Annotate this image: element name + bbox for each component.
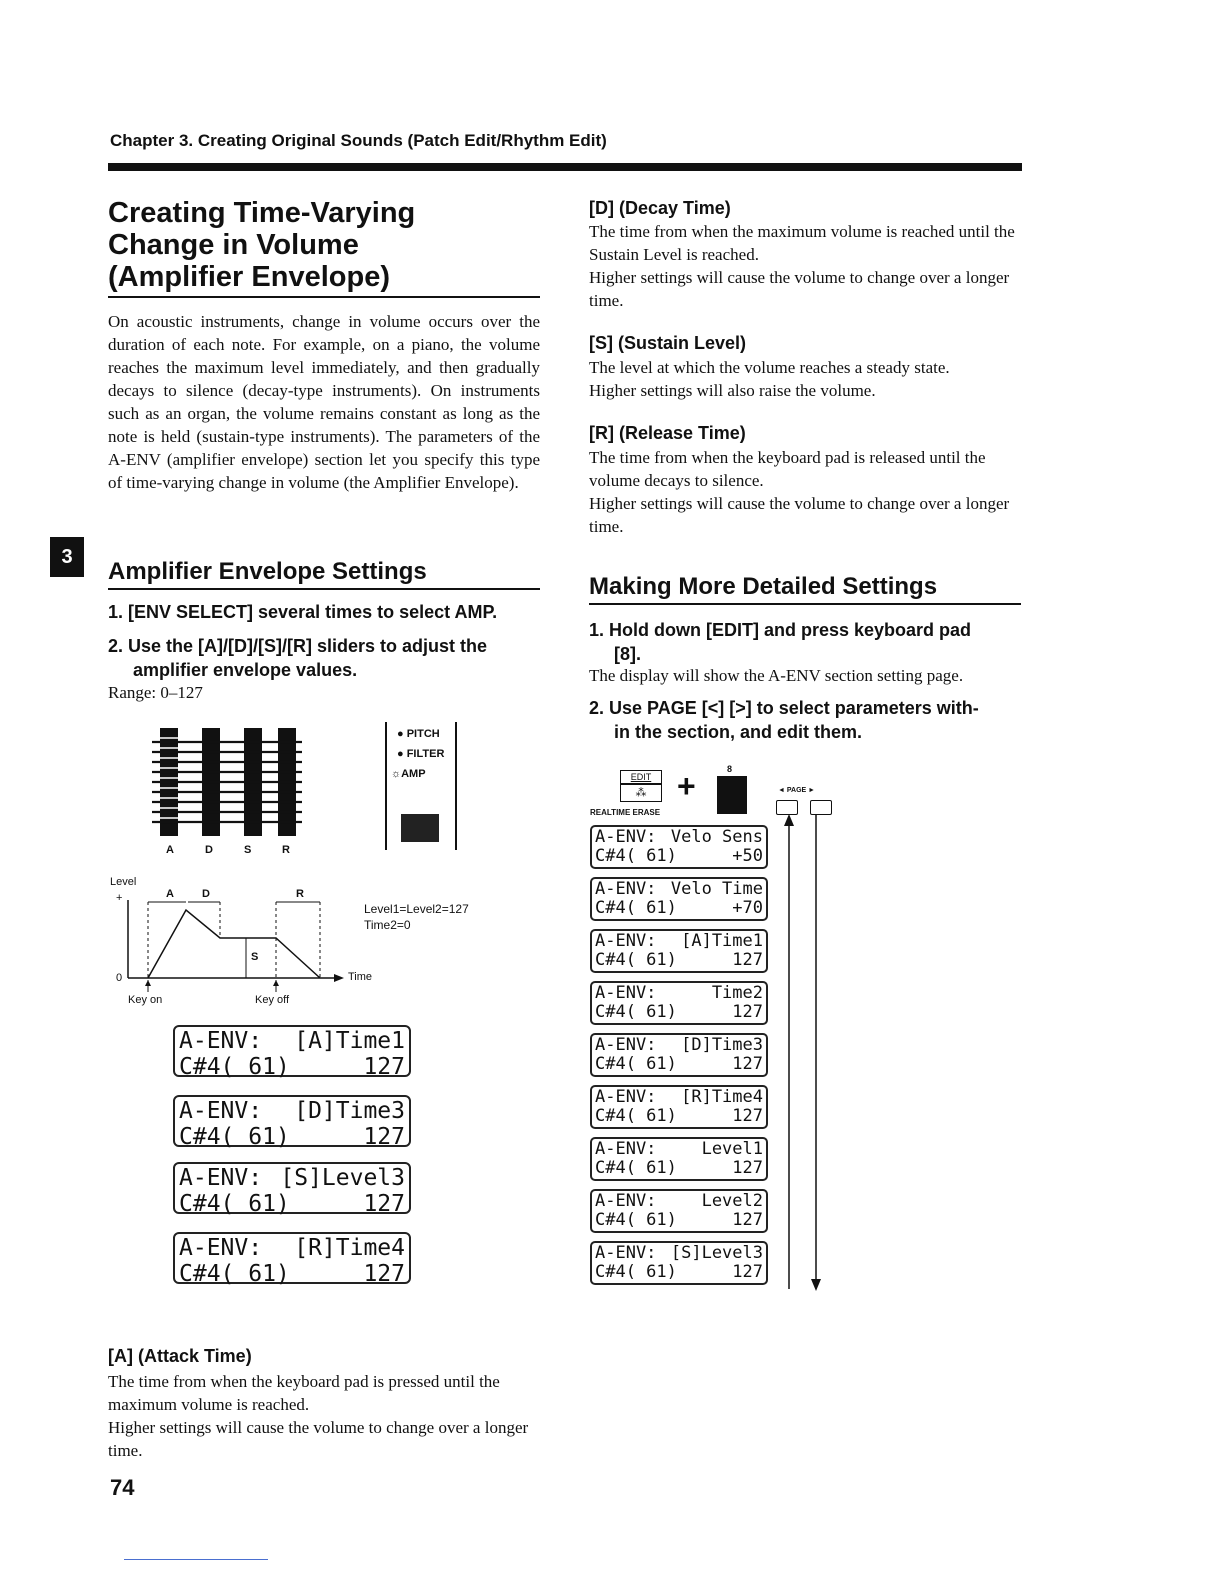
- plus-icon: +: [677, 768, 696, 804]
- pad-number-label: 8: [727, 764, 733, 774]
- edit-button[interactable]: EDIT: [620, 770, 662, 784]
- detail-step-2-line2: in the section, and edit them.: [614, 722, 863, 742]
- env-a-label: A: [166, 888, 174, 900]
- slider-label-a: A: [166, 844, 174, 856]
- lcd-display: A-ENV: [S]Level3 C#4( 61) 127: [173, 1162, 411, 1214]
- page-right-button[interactable]: [810, 800, 832, 815]
- detail-step-1-line1: 1. Hold down [EDIT] and press keyboard pad: [589, 620, 972, 640]
- lcd-display: A-ENV: [D]Time3 C#4( 61) 127: [590, 1033, 768, 1077]
- env-r-label: R: [296, 888, 304, 900]
- env-note-1: Level1=Level2=127: [364, 902, 469, 916]
- detail-rule: [589, 603, 1021, 605]
- lcd-display: A-ENV: Level1 C#4( 61) 127: [590, 1137, 768, 1181]
- attack-paragraph-1: The time from when the keyboard pad is pressed until the maximum volume is reached.: [108, 1372, 500, 1414]
- env-d-label: D: [202, 888, 210, 900]
- env-level-label: Level: [110, 876, 137, 888]
- lcd-display: A-ENV: [S]Level3 C#4( 61) 127: [590, 1241, 768, 1285]
- header-rule: [108, 163, 1022, 171]
- detail-step-2-line1: 2. Use PAGE [<] [>] to select parameters with-: [589, 698, 979, 718]
- lcd-display: A-ENV: [R]Time4 C#4( 61) 127: [173, 1232, 411, 1284]
- slider-label-s: S: [244, 844, 252, 856]
- sustain-heading: [S] (Sustain Level): [589, 333, 747, 353]
- decay-heading: [D] (Decay Time): [589, 198, 731, 218]
- selector-filter: ● FILTER: [397, 748, 445, 760]
- env-select-panel: [385, 722, 457, 850]
- page-number: 74: [110, 1475, 135, 1500]
- lcd-display: A-ENV: [A]Time1 C#4( 61) 127: [590, 929, 768, 973]
- env-s-label: S: [251, 951, 259, 963]
- page-label: ◄ PAGE ►: [778, 787, 816, 794]
- lcd-display: A-ENV: [R]Time4 C#4( 61) 127: [590, 1085, 768, 1129]
- decay-paragraph-2: Higher settings will cause the volume to change over a longer time.: [589, 268, 1010, 310]
- sustain-paragraph-2: Higher settings will also raise the volume.: [589, 381, 876, 400]
- env-note-2: Time2=0: [364, 918, 411, 932]
- footer-link-rule: [124, 1559, 268, 1560]
- realtime-erase-label: REALTIME ERASE: [590, 808, 661, 817]
- page-left-button[interactable]: [776, 800, 798, 815]
- keyboard-pad-8[interactable]: [717, 776, 747, 814]
- detail-step-1: [589, 618, 1021, 666]
- detail-step-2: [589, 696, 1021, 744]
- step-1: 1. [ENV SELECT] several times to select AMP.: [108, 602, 498, 622]
- detail-heading: Making More Detailed Settings: [589, 573, 938, 600]
- attack-paragraph-2: Higher settings will cause the volume to change over a longer time.: [108, 1418, 529, 1460]
- lcd-display: A-ENV: Velo Time C#4( 61) +70: [590, 877, 768, 921]
- range-text: Range: 0–127: [108, 683, 203, 702]
- env-key-off-label: Key off: [255, 994, 290, 1006]
- slider-label-d: D: [205, 844, 213, 856]
- chapter-tab: 3: [50, 537, 84, 577]
- env-time-label: Time: [348, 971, 373, 983]
- section-title-line: Creating Time-Varying: [108, 197, 416, 229]
- selector-amp: ☼AMP: [391, 768, 426, 780]
- page-navigation-arrows: [780, 814, 824, 1294]
- release-paragraph-1: The time from when the keyboard pad is released until the volume decays to silence.: [589, 448, 986, 490]
- lcd-display: A-ENV: Velo Sens C#4( 61) +50: [590, 825, 768, 869]
- detail-step-1-note: The display will show the A-ENV section setting page.: [589, 666, 964, 685]
- selector-pitch: ● PITCH: [397, 728, 440, 740]
- intro-paragraph: On acoustic instruments, change in volume occurs over the duration of each note. For example, on a piano, the volume reaches the maximum level immediately, and then gradually decays to silence (decay-type instruments). On instruments such as an organ, the volume remains constant as long as the note is held (sustain-type instruments). The parameters of the A-ENV (amplifier envelope) section let you specify this type of time-varying change in volume (the Amplifier Envelope).: [108, 312, 540, 492]
- title-rule: [108, 296, 540, 298]
- slider-label-r: R: [282, 844, 290, 856]
- section-title-line: Change in Volume: [108, 229, 359, 261]
- step-2-line1: 2. Use the [A]/[D]/[S]/[R] sliders to adjust the: [108, 636, 488, 656]
- env-plus-label: +: [116, 892, 123, 904]
- sustain-paragraph-1: The level at which the volume reaches a steady state.: [589, 358, 950, 377]
- section-title: [108, 197, 540, 293]
- lcd-display: A-ENV: Time2 C#4( 61) 127: [590, 981, 768, 1025]
- lcd-display: A-ENV: Level2 C#4( 61) 127: [590, 1189, 768, 1233]
- realtime-erase-icon: ⁂: [620, 784, 662, 802]
- decay-paragraph-1: The time from when the maximum volume is reached until the Sustain Level is reached.: [589, 222, 1015, 264]
- settings-rule: [108, 588, 540, 590]
- release-paragraph-2: Higher settings will cause the volume to change over a longer time.: [589, 494, 1010, 536]
- settings-heading: Amplifier Envelope Settings: [108, 558, 427, 585]
- lcd-display: A-ENV: [A]Time1 C#4( 61) 127: [173, 1025, 411, 1077]
- env-select-button[interactable]: [401, 814, 439, 842]
- section-title-line: (Amplifier Envelope): [108, 261, 390, 293]
- lcd-display: A-ENV: [D]Time3 C#4( 61) 127: [173, 1095, 411, 1147]
- env-zero-label: 0: [116, 972, 123, 984]
- env-key-on-label: Key on: [128, 994, 163, 1006]
- adsr-sliders-illustration: [150, 722, 310, 862]
- release-heading: [R] (Release Time): [589, 423, 746, 443]
- step-2-line2: amplifier envelope values.: [133, 660, 358, 680]
- detail-step-1-line2: [8].: [614, 644, 641, 664]
- step-2: [108, 634, 540, 682]
- chapter-header: Chapter 3. Creating Original Sounds (Patch Edit/Rhythm Edit): [110, 131, 607, 150]
- attack-heading: [A] (Attack Time): [108, 1346, 252, 1366]
